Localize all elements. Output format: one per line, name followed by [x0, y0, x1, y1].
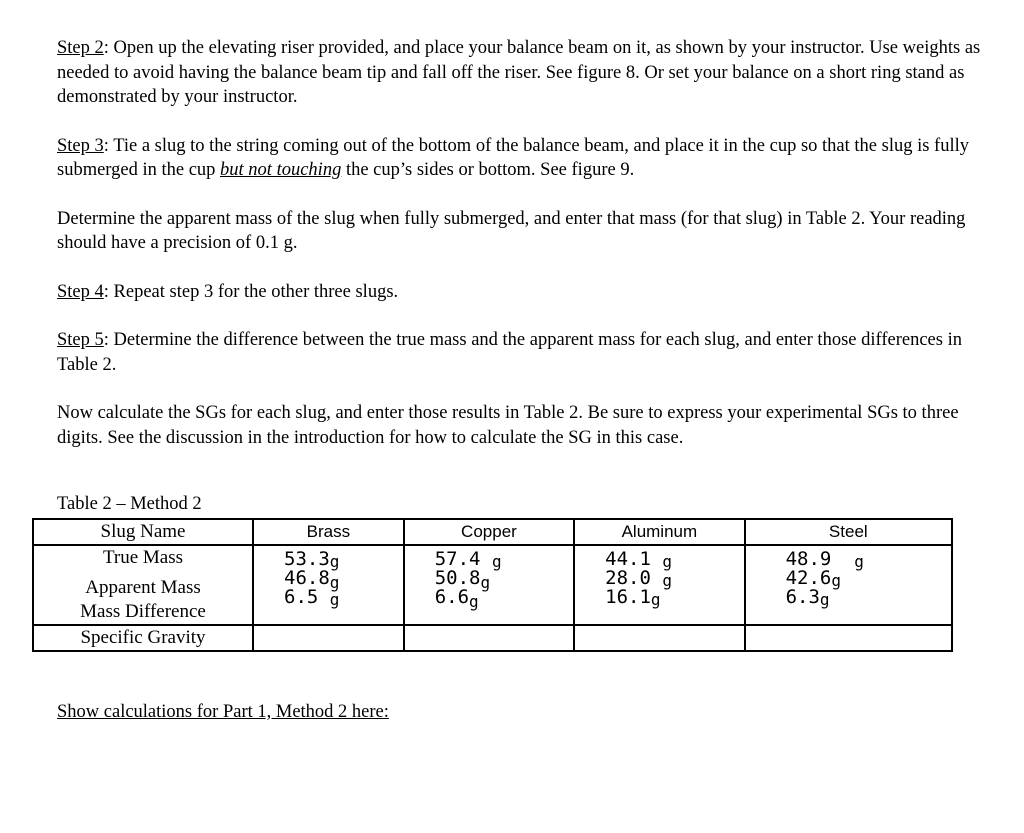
- copper-values-cell[interactable]: [404, 545, 574, 625]
- step4-text: : Repeat step 3 for the other three slugs.: [103, 281, 399, 302]
- show-calculations-heading: Show calculations for Part 1, Method 2 here:: [57, 702, 389, 722]
- table-body-row: [33, 545, 952, 625]
- brass-specific-gravity[interactable]: [253, 625, 404, 651]
- step4-label: Step 4: [57, 281, 104, 302]
- copper-apparent-mass: $50.8_g$: [434, 567, 491, 592]
- instructions-text: [57, 36, 987, 450]
- step2-text: : Open up the elevating riser provided, and place your balance beam on it, as shown by your instructor. Use weights as needed to avoid having the balance beam tip and fall off the riser. See figure 8. Or set your balance on a short ring stand as demonstrated by your instructor.: [57, 38, 981, 107]
- step3-text-after: the cup’s sides or bottom. See figure 9.: [341, 160, 635, 180]
- step3-text-before: : Tie a slug to the string coming out of the bottom of the balance beam, and place it in the cup so that the slug is fully submerged in the cup: [57, 135, 970, 180]
- table-header-row: [33, 519, 952, 545]
- step3-emphasis: but not touching: [220, 160, 342, 180]
- steel-specific-gravity[interactable]: [745, 625, 952, 651]
- header-slug-name: Slug Name: [33, 519, 253, 545]
- steel-mass-difference: 6.3g: [785, 586, 830, 609]
- calculate-paragraph: Now calculate the SGs for each slug, and enter those results in Table 2. Be sure to express your experimental SGs to three digits. See the discussion in the introduction for how to calculate the SG in this case.: [57, 403, 959, 448]
- row-label-specific-gravity: Specific Gravity: [33, 625, 253, 651]
- step4-paragraph: [57, 280, 987, 305]
- row-labels-cell: [33, 545, 253, 625]
- steel-true-mass: 48.9 g: [785, 548, 864, 571]
- step2-paragraph: [57, 36, 987, 110]
- specific-gravity-row: [33, 625, 952, 651]
- table-caption: Table 2 – Method 2: [57, 494, 202, 514]
- aluminum-apparent-mass: 28.0 g: [605, 567, 673, 590]
- step5-label: Step 5: [57, 330, 104, 350]
- step3-paragraph: [57, 134, 987, 183]
- brass-values-cell[interactable]: [253, 545, 404, 625]
- steel-values-cell[interactable]: [745, 545, 952, 625]
- determine-paragraph: Determine the apparent mass of the slug when fully submerged, and enter that mass (for that slug) in Table 2. Your reading should have a precision of 0.1 g.: [57, 208, 966, 253]
- aluminum-mass-difference: 16.1g: [605, 586, 661, 609]
- steel-apparent-mass: 42.6g: [785, 567, 841, 590]
- results-table: [32, 518, 953, 652]
- step5-text: : Determine the difference between the true mass and the apparent mass for each slug, and enter those differences in Table 2.: [57, 330, 962, 375]
- step3-label: Step 3: [57, 135, 104, 156]
- copper-mass-difference: $6.6_g$: [434, 586, 479, 611]
- step5-paragraph: [57, 328, 987, 377]
- header-steel: Steel: [745, 519, 952, 545]
- aluminum-true-mass: 44.1 g: [605, 548, 673, 571]
- brass-true-mass: 53.3g: [284, 548, 340, 571]
- brass-apparent-mass: $46.8_g$: [284, 567, 340, 592]
- aluminum-specific-gravity[interactable]: [574, 625, 744, 651]
- header-aluminum: Aluminum: [574, 519, 744, 545]
- row-label-mass-difference: Mass Difference: [80, 601, 206, 622]
- copper-true-mass: 57.4 g: [434, 548, 502, 571]
- aluminum-values-cell[interactable]: [574, 545, 744, 625]
- row-label-true-mass: True Mass: [102, 547, 184, 568]
- copper-specific-gravity[interactable]: [404, 625, 574, 651]
- header-copper: Copper: [404, 519, 574, 545]
- brass-mass-difference: 6.5 g: [284, 586, 340, 609]
- step2-label: Step 2: [57, 38, 104, 58]
- header-brass: Brass: [253, 519, 404, 545]
- row-label-apparent-mass: Apparent Mass: [85, 577, 201, 598]
